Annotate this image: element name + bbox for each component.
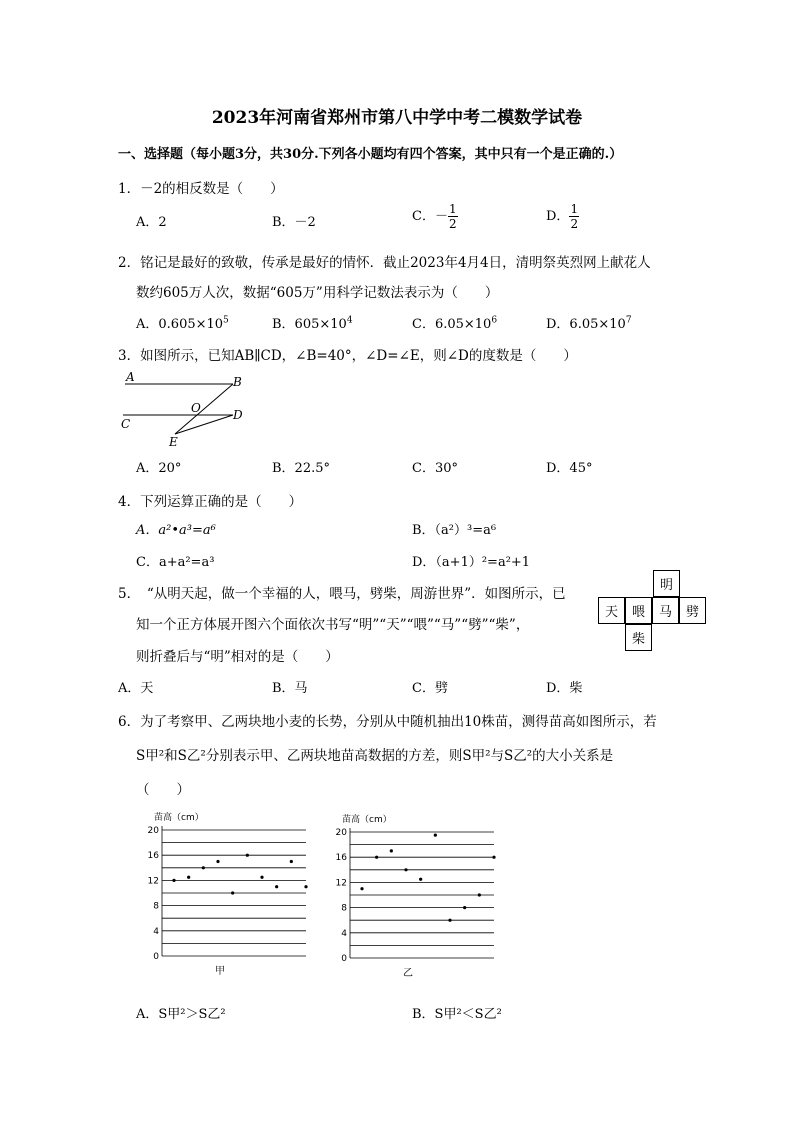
data-point: [448, 919, 451, 922]
q1-option-c: [412, 203, 458, 230]
q5-option-b: B．马: [272, 681, 308, 696]
y-tick-label: 8: [153, 901, 159, 912]
section-heading: 一、选择题（每小题3分，共30分.下列各小题均有四个答案，其中只有一个是正确的.）: [118, 147, 623, 162]
chart-title: 甲: [215, 966, 225, 977]
q5-option-c: C．劈: [412, 681, 448, 696]
q5-option-d: D．柴: [546, 681, 583, 696]
q3-option-b: B．22.5°: [272, 461, 330, 476]
data-point: [246, 854, 249, 857]
data-point: [419, 878, 422, 881]
data-point: [202, 866, 205, 869]
y-tick-label: 20: [147, 826, 159, 836]
data-point: [260, 876, 263, 879]
y-tick-label: 0: [153, 952, 159, 962]
question-2-line2: 数约605万人次，数据“605万”用科学记数法表示为（ ）: [136, 285, 499, 301]
question-6-line1: 6．为了考察甲、乙两块地小麦的长势，分别从中随机抽出10株苗，测得苗高如图所示，若: [118, 714, 657, 730]
q6-option-a: A．S甲²＞S乙²: [136, 1007, 226, 1022]
q1-option-a: A．2: [136, 215, 167, 230]
question-4-stem: 4．下列运算正确的是（ ）: [118, 494, 303, 510]
question-6-line3: （ ）: [136, 782, 190, 798]
q1-option-b: B．－2: [272, 215, 316, 230]
q1-option-d-prefix: D．: [546, 209, 570, 224]
y-tick-label: 8: [341, 903, 347, 914]
question-6-line2: S甲²和S乙²分别表示甲、乙两块地苗高数据的方差，则S甲²与S乙²的大小关系是: [136, 748, 614, 764]
data-point: [216, 860, 219, 863]
q6-option-b: B．S甲²＜S乙²: [412, 1007, 502, 1022]
data-point: [434, 834, 437, 837]
cube-net-face-bottom: 柴: [625, 624, 652, 651]
question-5-line2: 知一个正方体展开图六个面依次书写“明”“天”“喂”“马”“劈”“柴”，: [136, 617, 530, 633]
cube-net-face-top: 明: [653, 570, 680, 597]
y-tick-label: 4: [341, 928, 347, 939]
cube-net-face-3: 马: [652, 597, 679, 624]
q2-option-c: C．$6.05\times 10^6$: [412, 315, 498, 332]
line-be: [175, 384, 233, 434]
question-2-line1: 2．铭记是最好的致敬，传承是最好的情怀．截止2023年4月4日，清明祭英烈网上献花人: [118, 255, 651, 271]
cube-net-face-1: 天: [598, 597, 625, 624]
q4-option-b: B．（a²）³=a⁶: [412, 523, 497, 538]
q2-option-b: B．$605\times 10^4$: [272, 315, 353, 332]
data-point: [290, 860, 293, 863]
y-tick-label: 12: [147, 876, 159, 887]
y-tick-label: 4: [153, 926, 159, 937]
data-point: [275, 885, 278, 888]
geometry-figure: [115, 368, 255, 450]
data-point: [231, 891, 234, 894]
data-point: [478, 893, 481, 896]
fraction: $\frac{1}{2}$: [448, 202, 457, 231]
q4-option-a: A．a²•a³=a⁶: [136, 523, 216, 538]
label-b: B: [233, 375, 242, 389]
cube-net-face-2: 喂: [625, 597, 652, 624]
q3-option-a: A．20°: [136, 461, 182, 476]
data-point: [390, 849, 393, 852]
data-point: [404, 868, 407, 871]
line-ed: [175, 415, 233, 434]
q3-option-c: C．30°: [412, 461, 458, 476]
y-tick-label: 20: [335, 828, 347, 838]
q3-option-d: D．45°: [546, 461, 593, 476]
question-3-stem: 3．如图所示，已知AB∥CD，∠B=40°，∠D=∠E，则∠D的度数是（ ）: [118, 348, 577, 364]
question-5-line1: 5． “从明天起，做一个幸福的人，喂马，劈柴，周游世界”．如图所示，已: [118, 586, 566, 602]
q1-option-c-prefix: C．－: [412, 209, 448, 224]
q4-option-c: C．a+a²=a³: [136, 555, 215, 570]
data-point: [187, 876, 190, 879]
chart-title: 乙: [403, 968, 413, 979]
data-point: [492, 856, 495, 859]
label-o: O: [191, 401, 201, 415]
fraction: $\frac{1}{2}$: [570, 202, 579, 231]
y-axis-label: 苗高（cm）: [342, 815, 392, 825]
label-c: C: [121, 417, 131, 431]
question-5-line3: 则折叠后与“明”相对的是（ ）: [136, 649, 339, 665]
label-d: D: [233, 408, 243, 422]
q2-option-d: D．$6.05\times 10^7$: [546, 315, 632, 332]
data-point: [375, 856, 378, 859]
data-point: [360, 887, 363, 890]
data-point: [172, 879, 175, 882]
question-1-stem: 1．－2的相反数是（ ）: [118, 181, 284, 197]
q1-option-d: [546, 203, 579, 230]
data-point: [304, 885, 307, 888]
label-e: E: [169, 435, 178, 449]
y-tick-label: 12: [335, 878, 347, 889]
chart-jia: [130, 810, 320, 980]
cube-net-face-4: 劈: [679, 597, 706, 624]
y-tick-label: 16: [147, 851, 159, 862]
data-point: [463, 906, 466, 909]
q2-option-a: A．$0.605\times 10^5$: [136, 315, 229, 332]
label-a: A: [126, 370, 135, 384]
y-tick-label: 16: [335, 853, 347, 864]
q4-option-d: D．（a+1）²=a²+1: [412, 555, 531, 570]
page-title: 2023年河南省郑州市第八中学中考二模数学试卷: [211, 108, 583, 128]
y-tick-label: 0: [341, 954, 347, 964]
y-axis-label: 苗高（cm）: [154, 813, 204, 823]
q5-option-a: A．天: [118, 681, 154, 696]
chart-yi: [318, 812, 508, 980]
